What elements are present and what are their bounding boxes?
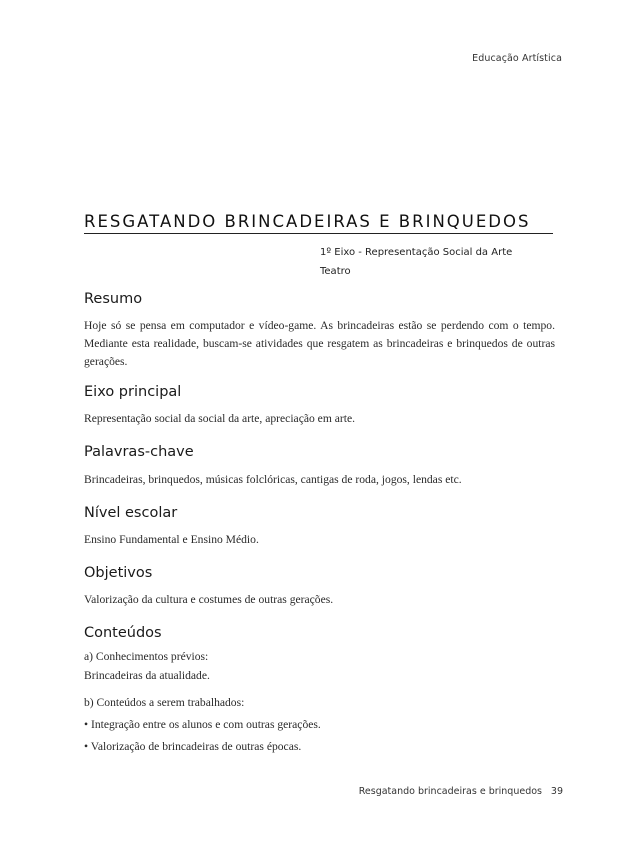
art-type-label: Teatro [320,266,351,277]
conteudos-line: b) Conteúdos a serem trabalhados: [84,696,245,709]
palavras-text: Brincadeiras, brinquedos, músicas folclóricas, cantigas de roda, jogos, lendas etc. [84,473,462,486]
objetivos-text: Valorização da cultura e costumes de outras gerações. [84,593,334,606]
nivel-text: Ensino Fundamental e Ensino Médio. [84,533,259,546]
conteudos-line: a) Conhecimentos prévios: [84,650,209,663]
conteudos-bullet: • Valorização de brincadeiras de outras épocas. [84,740,302,753]
conteudos-line: Brincadeiras da atualidade. [84,669,210,682]
resumo-text: Hoje só se pensa em computador e vídeo-game. As brincadeiras estão se perdendo com o tempo. Mediante esta realidade, buscam-se atividades que resgatem as brincadeiras e brinquedos de outras gerações. [84,319,555,368]
section-heading-palavras: Palavras-chave [84,444,194,460]
section-heading-nivel: Nível escolar [84,505,178,521]
axis-label: 1º Eixo - Representação Social da Arte [320,247,513,258]
section-heading-eixo: Eixo principal [84,384,182,400]
page-number: 39 [550,786,563,797]
eixo-text: Representação social da social da arte, apreciação em arte. [84,412,356,425]
title-divider [84,233,553,234]
section-heading-resumo: Resumo [84,291,143,307]
running-header: Educação Artística [472,53,562,64]
conteudos-bullet: • Integração entre os alunos e com outras gerações. [84,718,321,731]
section-heading-objetivos: Objetivos [84,565,153,581]
document-title: RESGATANDO BRINCADEIRAS E BRINQUEDOS [84,212,531,231]
running-footer-title: Resgatando brincadeiras e brinquedos [358,786,542,797]
section-heading-conteudos: Conteúdos [84,625,162,641]
